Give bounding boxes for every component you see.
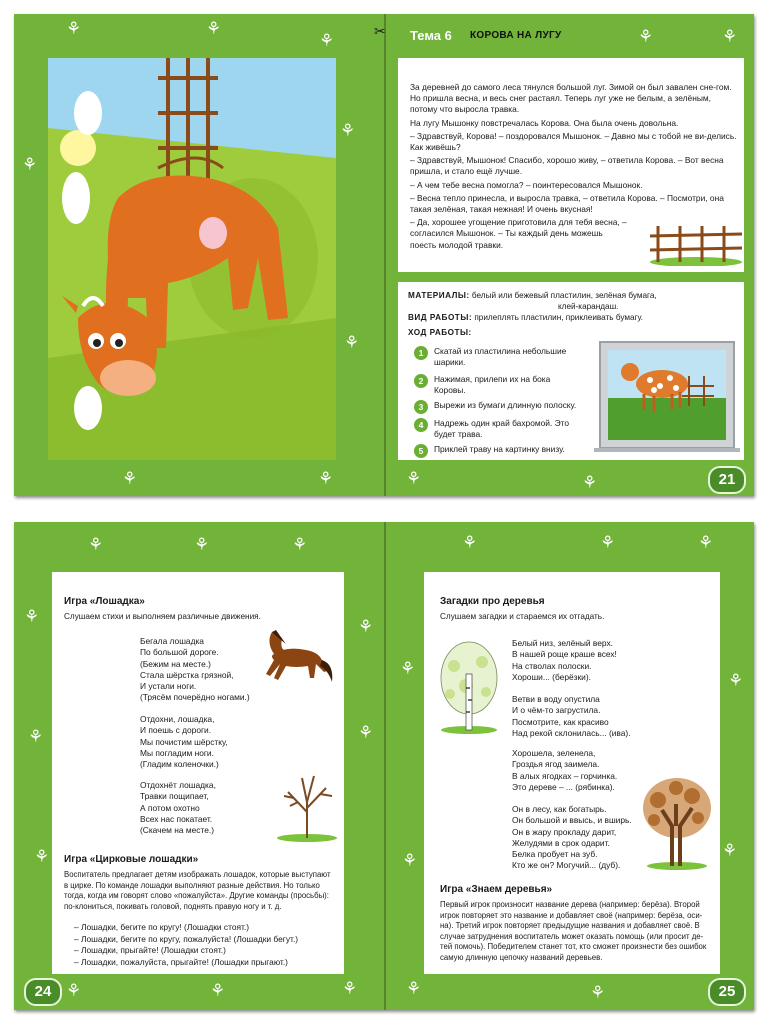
page-number: 21 — [708, 466, 746, 494]
step-number: 1 — [414, 346, 428, 360]
page-24-panel — [52, 572, 344, 974]
tulip-icon: ⚘ — [210, 981, 226, 1000]
tulip-icon: ⚘ — [400, 659, 416, 678]
page-25-panel — [424, 572, 720, 974]
tulip-icon: ⚘ — [406, 979, 422, 998]
tulip-icon: ⚘ — [358, 723, 374, 742]
step-number: 3 — [414, 400, 428, 414]
tulip-icon: ⚘ — [402, 851, 418, 870]
verse-3: Отдохнёт лошадка, Травки пощипает, А потом охотно Всех нас покатает. (Скачем на месте.) — [140, 780, 216, 836]
story-paragraph: согласился Мышонок. – Ты каждый день можешь — [410, 228, 603, 239]
tulip-icon: ⚘ — [24, 607, 40, 626]
craft-panel — [398, 282, 744, 460]
game1-subtitle: Слушаем стихи и выполняем различные движения. — [64, 612, 261, 621]
riddle-3: Хорошела, зеленела, Гроздья ягод заимела. В алых ягодках – горчинка. Это дереве – ... (рябинка). — [512, 748, 618, 792]
step-item — [414, 400, 594, 414]
step-text: Надрежь один край бахромой. Это будет трава. — [434, 418, 570, 439]
bare-tree-illustration — [274, 772, 340, 842]
riddle-4: Он в лесу, как богатырь. Он большой и ввысь, и вширь. Он в жару прокладу дарит, Желудями в срок одарит. Белка пробует на зуб. Кто же он? Могучий... (дуб). — [512, 804, 632, 871]
command-item: – Лошадки, пожалуйста, прыгайте! (Лошадки прыгают.) — [74, 956, 288, 967]
tulip-icon: ⚘ — [194, 535, 210, 554]
riddle-2: Ветви в воду опустила И о чём-то загрустила. Посмотрите, как красиво Над рекой склонилась... (ива). — [512, 694, 631, 738]
page-number: 25 — [708, 978, 746, 1006]
horse-illustration — [256, 630, 336, 692]
step-number: 5 — [414, 444, 428, 458]
story-paragraph: – А чем тебе весна помогла? – поинтересовался Мышонок. — [410, 179, 643, 190]
tulip-icon: ⚘ — [344, 333, 360, 352]
worktype-text: прилеплять пластилин, приклеивать бумагу. — [474, 313, 644, 322]
step-text: Нажимая, прилепи их на бока Коровы. — [434, 374, 551, 395]
worktype-label: ВИД РАБОТЫ: — [408, 313, 473, 322]
story-paragraph: – Здравствуй, Корова! – поздоровался Мышонок. – Давно мы с тобой не ви-делись. Как живёшь? — [410, 130, 737, 153]
page-fold — [384, 14, 386, 496]
riddle-1: Белый низ, зелёный верх. В нашей роще краше всех! На стволах полоски. Хороши... (берёзки). — [512, 638, 617, 682]
worktype-line — [408, 312, 643, 323]
game3-title: Игра «Знаем деревья» — [440, 884, 553, 895]
step-text: Скатай из пластилина небольшие шарики. — [434, 346, 567, 367]
materials-text-2: клей-карандаш. — [558, 302, 619, 311]
tulip-icon: ⚘ — [728, 671, 744, 690]
tulip-icon: ⚘ — [590, 983, 606, 1002]
process-label: ХОД РАБОТЫ: — [408, 328, 472, 337]
step-number: 2 — [414, 374, 428, 388]
tulip-icon: ⚘ — [462, 533, 478, 552]
command-item: – Лошадки, прыгайте! (Лошадки стоят.) — [74, 945, 226, 955]
topic-label: Тема 6 — [410, 28, 452, 43]
birch-illustration — [436, 638, 502, 734]
tulip-icon: ⚘ — [340, 121, 356, 140]
tulip-icon: ⚘ — [66, 19, 82, 38]
materials-label: МАТЕРИАЛЫ: — [408, 291, 470, 300]
game2-text: Воспитатель предлагает детям изображать лошадок, которые выступают в цирке. По команде лошадки выполняют разные действия. Но только тогда, когда им говорят слово «пожалуйста». Другие команды (просьбы): по-клониться, покивать головой, поднять правую ногу и т. д. — [64, 870, 331, 911]
step-item — [414, 346, 584, 368]
verse-1: Бегала лошадка По большой дороге. (Бежим на месте.) Стала шёрстка грязной, И устали ноги. (Трясём почерёдно ногами.) — [140, 636, 250, 703]
topic-title: КОРОВА НА ЛУГУ — [470, 30, 562, 41]
riddles-title: Загадки про деревья — [440, 596, 545, 607]
tulip-icon: ⚘ — [22, 155, 38, 174]
craft-cow-picture — [594, 336, 744, 458]
tulip-icon: ⚘ — [34, 847, 50, 866]
oak-illustration — [640, 774, 714, 870]
materials-text: белый или бежевый пластилин, зелёная бумага, — [471, 291, 657, 300]
commands-list — [74, 922, 342, 968]
process-line — [408, 327, 472, 338]
story-paragraph: поесть молодой травки. — [410, 239, 504, 250]
tulip-icon: ⚘ — [342, 979, 358, 998]
game1-title: Игра «Лошадка» — [64, 596, 145, 607]
step-item — [414, 444, 594, 458]
spread-pages-24-25 — [14, 522, 754, 1010]
tulip-icon: ⚘ — [406, 469, 422, 488]
command-item: – Лошадки, бегите по кругу, пожалуйста! (Лошадки бегут.) — [74, 933, 299, 944]
command-item: – Лошадки, бегите по кругу! (Лошадки стоят.) — [74, 922, 250, 932]
spread-pages-20-21 — [14, 14, 754, 496]
scissors-icon: ✂ — [374, 23, 386, 39]
story-paragraph: На лугу Мышонку повстречалась Корова. Она была очень довольна. — [410, 117, 679, 128]
tulip-icon: ⚘ — [638, 27, 654, 46]
tulip-icon: ⚘ — [66, 981, 82, 1000]
story-paragraph: – Весна тепло принесла, и выросла травка, – ответила Корова. – Посмотри, она такая зелёная, такая нежная! И очень вкусная! — [410, 192, 724, 215]
story-paragraph: – Здравствуй, Мышонок! Спасибо, хорошо живу, – ответила Корова. – Вот весна пришла, и стало ещё лучше. — [410, 155, 724, 177]
tulip-icon: ⚘ — [318, 469, 334, 488]
step-text: Вырежи из бумаги длинную полоску. — [434, 400, 577, 410]
tulip-icon: ⚘ — [88, 535, 104, 554]
tulip-icon: ⚘ — [600, 533, 616, 552]
verse-2: Отдохни, лошадка, И поешь с дороги. Мы почистим шёрстку, Мы погладим ноги. (Гладим коленочки.) — [140, 714, 228, 770]
page-number: 24 — [24, 978, 62, 1006]
tulip-icon: ⚘ — [722, 27, 738, 46]
tulip-icon: ⚘ — [122, 469, 138, 488]
tulip-icon: ⚘ — [319, 31, 335, 50]
game2-title: Игра «Цирковые лошадки» — [64, 854, 199, 865]
step-text: Приклей траву на картинку внизу. — [434, 444, 565, 454]
riddles-subtitle: Слушаем загадки и стараемся их отгадать. — [440, 612, 605, 621]
game3-text: Первый игрок произносит название дерева (например: берёза). Второй игрок повторяет это название и добавляет своё (например: берёза, оси-на). Третий игрок повторяет предыдущие названия и добавляет своё. В случае затруднения воспитатель может оказать помощь (или просит де-тей помочь). Победителем станет тот, кто сможет произнести без ошибок самую длинную цепочку названий деревьев. — [440, 900, 707, 962]
fence-illustration — [648, 218, 744, 266]
tulip-icon: ⚘ — [28, 727, 44, 746]
story-panel — [398, 58, 744, 272]
tulip-icon: ⚘ — [292, 535, 308, 554]
tulip-icon: ⚘ — [582, 473, 598, 492]
tulip-icon: ⚘ — [698, 533, 714, 552]
step-item — [414, 374, 584, 396]
story-paragraph: За деревней до самого леса тянулся большой луг. Зимой он был завален сне-гом. Но пришла весна, и весь снег растаял. Теперь луг уже не белым, а зелёным, потому что выросла травка. — [410, 82, 732, 115]
materials-line — [408, 290, 657, 301]
cow-illustration — [48, 58, 336, 460]
page-fold — [384, 522, 386, 1010]
tulip-icon: ⚘ — [722, 841, 738, 860]
story-paragraph: – Да, хорошее угощение приготовила для тебя весна, – — [410, 217, 627, 228]
tulip-icon: ⚘ — [206, 19, 222, 38]
tulip-icon: ⚘ — [358, 617, 374, 636]
step-number: 4 — [414, 418, 428, 432]
step-item — [414, 418, 584, 440]
